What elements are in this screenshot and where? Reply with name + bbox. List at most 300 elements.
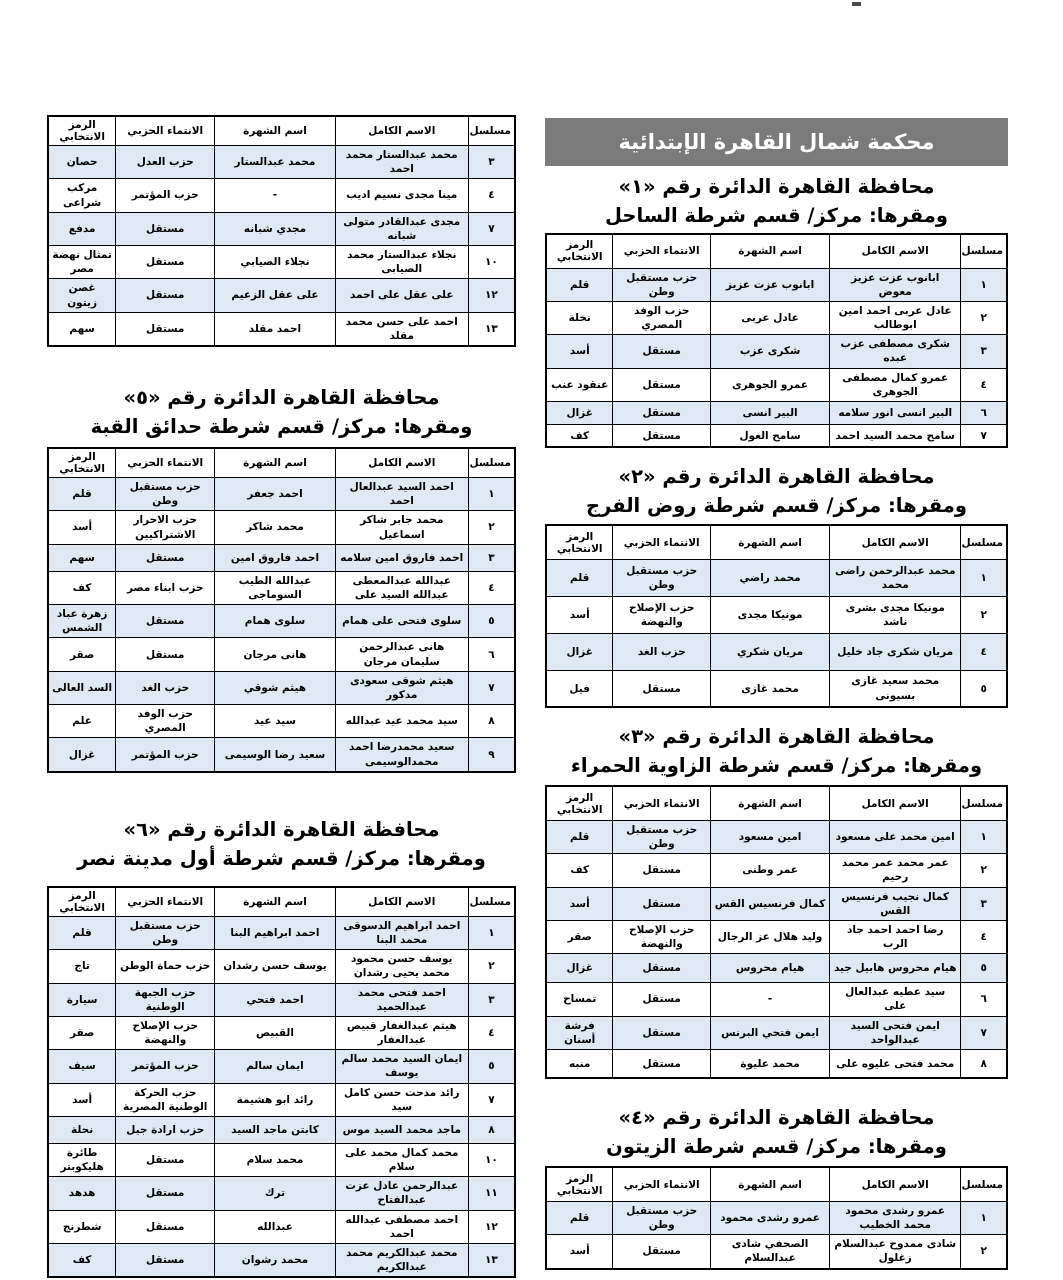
candidate-row	[48, 671, 515, 704]
district-4-title-line2: ومقرها: مركز/ قسم شرطة الزيتون	[606, 1135, 947, 1159]
known-name-cell: كمال فرنسيس القس	[711, 887, 830, 920]
known-name-cell: عمرو الجوهرى	[711, 368, 830, 401]
known-name-cell: ايمان سالم	[215, 1050, 335, 1083]
full-name-cell: البير انسى انور سلامه	[830, 401, 961, 424]
district-5-title	[47, 383, 516, 441]
symbol-cell: غزال	[546, 633, 613, 670]
symbol-cell: سهم	[48, 544, 116, 571]
serial-cell: ١٢	[468, 1210, 515, 1243]
column-header-serial: مسلسل	[961, 234, 1007, 268]
candidate-row	[48, 1083, 515, 1116]
known-name-cell: احمد فتحي	[215, 983, 335, 1016]
full-name-cell: عبدالرحمن عادل عزت عبدالفتاح	[335, 1177, 468, 1210]
known-name-cell: عمرو رشدى محمود	[711, 1201, 830, 1234]
column-header-known-name: اسم الشهرة	[215, 116, 335, 146]
court-header-banner: محكمة شمال القاهرة الإبتدائية	[545, 118, 1008, 166]
column-header-symbol: الرمز الانتخابي	[546, 1167, 613, 1201]
known-name-cell: محمد سلام	[215, 1143, 335, 1176]
full-name-cell: مينا مجدى نسيم اديب	[335, 179, 468, 212]
known-name-cell: محمد غازى	[711, 670, 830, 707]
symbol-cell: أسد	[546, 1235, 613, 1269]
party-cell: مستقل	[116, 279, 215, 312]
serial-cell: ٦	[468, 638, 515, 671]
serial-cell: ٧	[468, 212, 515, 245]
known-name-cell: احمد فاروق امين	[215, 544, 335, 571]
known-name-cell: احمد ابراهيم البنا	[215, 916, 335, 949]
header-row	[546, 1167, 1007, 1201]
column-header-party: الانتماء الحزبي	[613, 234, 711, 268]
candidate-row	[48, 246, 515, 279]
party-cell: مستقل	[613, 670, 711, 707]
known-name-cell: -	[711, 983, 830, 1016]
full-name-cell: امين محمد على مسعود	[830, 820, 961, 853]
district-4-table	[545, 1166, 1008, 1269]
full-name-cell: على عقل على احمد	[335, 279, 468, 312]
full-name-cell: ماجد محمد السيد موس	[335, 1116, 468, 1143]
symbol-cell: مركب شراعى	[48, 179, 116, 212]
party-cell: حزب الغد	[116, 671, 215, 704]
symbol-cell: قلم	[546, 1201, 613, 1234]
column-header-serial: مسلسل	[961, 1167, 1007, 1201]
symbol-cell: أسد	[546, 887, 613, 920]
party-cell: مستقل	[613, 401, 711, 424]
district-2-title-line2: ومقرها: مركز/ قسم شرطة روض الفرج	[586, 494, 967, 518]
party-cell: حزب الوفد المصري	[613, 301, 711, 334]
candidate-row	[48, 1177, 515, 1210]
serial-cell: ١٢	[468, 279, 515, 312]
known-name-cell: وليد هلال عز الرجال	[711, 920, 830, 953]
party-cell: حزب العدل	[116, 146, 215, 179]
party-cell: مستقل	[116, 1143, 215, 1176]
party-cell: مستقل	[116, 212, 215, 245]
serial-cell: ٥	[468, 1050, 515, 1083]
party-cell: حزب الإصلاح والنهضة	[116, 1016, 215, 1049]
symbol-cell: سيف	[48, 1050, 116, 1083]
column-header-full-name: الاسم الكامل	[335, 116, 468, 146]
header-row	[48, 116, 515, 146]
symbol-cell: شطرنج	[48, 1210, 116, 1243]
left-column	[47, 115, 516, 1278]
serial-cell: ٣	[468, 544, 515, 571]
known-name-cell: مريان شكري	[711, 633, 830, 670]
symbol-cell: قلم	[48, 478, 116, 511]
serial-cell: ٧	[468, 1083, 515, 1116]
district-6-table	[47, 886, 516, 1278]
serial-cell: ٥	[961, 670, 1007, 707]
candidate-row	[48, 1050, 515, 1083]
symbol-cell: طائرة هليكوبتر	[48, 1143, 116, 1176]
column-header-full-name: الاسم الكامل	[335, 448, 468, 478]
full-name-cell: سامح محمد السيد احمد	[830, 424, 961, 447]
full-name-cell: ابانوب عزت عزيز معوض	[830, 268, 961, 301]
district-3-table	[545, 785, 1008, 1079]
symbol-cell: قلم	[546, 268, 613, 301]
serial-cell: ١	[961, 1201, 1007, 1234]
symbol-cell: غزال	[546, 401, 613, 424]
candidate-row	[48, 571, 515, 604]
candidate-row	[546, 368, 1007, 401]
party-cell: حزب مستقبل وطن	[613, 268, 711, 301]
full-name-cell: احمد على حسن محمد مقلد	[335, 312, 468, 346]
known-name-cell: نجلاء الصيابي	[215, 246, 335, 279]
party-cell: مستقل	[116, 605, 215, 638]
full-name-cell: عبدالله عبدالمعطى عبدالله السيد على	[335, 571, 468, 604]
party-cell: حزب الغد	[613, 633, 711, 670]
known-name-cell: هيثم شوقي	[215, 671, 335, 704]
party-cell: حزب الإصلاح والنهضة	[613, 596, 711, 633]
party-cell: مستقل	[116, 1243, 215, 1277]
district-2-title-line1: محافظة القاهرة الدائرة رقم «٢»	[618, 465, 935, 489]
known-name-cell: -	[215, 179, 335, 212]
party-cell: حزب مستقبل وطن	[116, 478, 215, 511]
symbol-cell: حصان	[48, 146, 116, 179]
party-cell: حزب الاحرار الاشتراكيين	[116, 511, 215, 544]
full-name-cell: مريان شكرى جاد خليل	[830, 633, 961, 670]
serial-cell: ٢	[468, 950, 515, 983]
serial-cell: ٢	[961, 854, 1007, 887]
district-1-table	[545, 233, 1008, 448]
party-cell: مستقل	[116, 246, 215, 279]
serial-cell: ٨	[961, 1049, 1007, 1078]
candidate-row	[48, 279, 515, 312]
column-header-serial: مسلسل	[468, 116, 515, 146]
candidate-row	[546, 820, 1007, 853]
serial-cell: ٢	[468, 511, 515, 544]
known-name-cell: محمد رشوان	[215, 1243, 335, 1277]
candidate-row	[546, 268, 1007, 301]
serial-cell: ٥	[961, 954, 1007, 983]
district-3-title-line2: ومقرها: مركز/ قسم شرطة الزاوية الحمراء	[570, 754, 983, 778]
party-cell: حزب مستقبل وطن	[613, 820, 711, 853]
column-header-symbol: الرمز الانتخابي	[546, 525, 613, 559]
candidate-row	[546, 954, 1007, 983]
known-name-cell: محمد عبدالستار	[215, 146, 335, 179]
full-name-cell: عمرو رشدى محمود محمد الخطيب	[830, 1201, 961, 1234]
serial-cell: ٤	[468, 1016, 515, 1049]
serial-cell: ٧	[468, 671, 515, 704]
full-name-cell: هيثم عبدالغفار قبيص عبدالغفار	[335, 1016, 468, 1049]
candidate-row	[546, 1016, 1007, 1049]
candidate-row	[48, 212, 515, 245]
column-header-known-name: اسم الشهرة	[711, 1167, 830, 1201]
symbol-cell: هدهد	[48, 1177, 116, 1210]
column-header-symbol: الرمز الانتخابي	[48, 887, 116, 917]
symbol-cell: سهم	[48, 312, 116, 346]
full-name-cell: احمد فاروق امين سلامه	[335, 544, 468, 571]
candidate-row	[48, 605, 515, 638]
candidate-row	[546, 1049, 1007, 1078]
symbol-cell: قلم	[48, 916, 116, 949]
party-cell: مستقل	[613, 854, 711, 887]
symbol-cell: زهرة عباد الشمس	[48, 605, 116, 638]
column-header-known-name: اسم الشهرة	[215, 448, 335, 478]
party-cell: مستقل	[613, 424, 711, 447]
full-name-cell: احمد مصطفى عبدالله احمد	[335, 1210, 468, 1243]
full-name-cell: يوسف حسن محمود محمد يحيى رشدان	[335, 950, 468, 983]
column-header-symbol: الرمز الانتخابي	[48, 116, 116, 146]
party-cell: حزب الوفد المصري	[116, 705, 215, 738]
party-cell: مستقل	[613, 1049, 711, 1078]
symbol-cell: غصن زيتون	[48, 279, 116, 312]
full-name-cell: رائد مدحت حسن كامل سيد	[335, 1083, 468, 1116]
symbol-cell: مدفع	[48, 212, 116, 245]
known-name-cell: القبيص	[215, 1016, 335, 1049]
column-header-party: الانتماء الحزبي	[613, 1167, 711, 1201]
candidate-row	[48, 916, 515, 949]
candidate-row	[546, 633, 1007, 670]
full-name-cell: مجدى عبدالقادر متولى شبانه	[335, 212, 468, 245]
serial-cell: ١	[961, 268, 1007, 301]
party-cell: حزب المؤتمر	[116, 738, 215, 772]
column-header-party: الانتماء الحزبي	[613, 786, 711, 820]
full-name-cell: محمد عبدالستار محمد احمد	[335, 146, 468, 179]
serial-cell: ١١	[468, 1177, 515, 1210]
candidate-row	[546, 424, 1007, 447]
candidate-row	[546, 854, 1007, 887]
candidate-row	[546, 1235, 1007, 1269]
known-name-cell: ترك	[215, 1177, 335, 1210]
full-name-cell: نجلاء عبدالستار محمد الصيابى	[335, 246, 468, 279]
party-cell: مستقل	[613, 1235, 711, 1269]
known-name-cell: عبدالله الطيب السوماجى	[215, 571, 335, 604]
district-3-title	[545, 722, 1008, 780]
district-3-title-line1: محافظة القاهرة الدائرة رقم «٣»	[618, 725, 935, 749]
party-cell: حزب مستقبل وطن	[613, 1201, 711, 1234]
candidate-row	[48, 146, 515, 179]
full-name-cell: محمد كمال محمد على سلام	[335, 1143, 468, 1176]
full-name-cell: ايمان السيد محمد سالم يوسف	[335, 1050, 468, 1083]
known-name-cell: امين مسعود	[711, 820, 830, 853]
full-name-cell: عمر محمد عمر محمد رحيم	[830, 854, 961, 887]
party-cell: حزب الحركة الوطنية المصرية	[116, 1083, 215, 1116]
column-header-known-name: اسم الشهرة	[711, 786, 830, 820]
party-cell: مستقل	[116, 544, 215, 571]
header-row	[48, 448, 515, 478]
known-name-cell: عادل عربى	[711, 301, 830, 334]
full-name-cell: احمد السيد عبدالعال احمد	[335, 478, 468, 511]
symbol-cell: صقر	[546, 920, 613, 953]
candidate-row	[48, 1143, 515, 1176]
column-header-serial: مسلسل	[961, 786, 1007, 820]
symbol-cell: السد العالى	[48, 671, 116, 704]
symbol-cell: منبه	[546, 1049, 613, 1078]
serial-cell: ١	[961, 820, 1007, 853]
serial-cell: ١	[468, 478, 515, 511]
serial-cell: ٤	[961, 368, 1007, 401]
column-header-party: الانتماء الحزبي	[613, 525, 711, 559]
district-6-title	[47, 815, 516, 873]
candidate-row	[546, 670, 1007, 707]
column-header-full-name: الاسم الكامل	[830, 525, 961, 559]
header-row	[48, 887, 515, 917]
symbol-cell: قلم	[546, 820, 613, 853]
serial-cell: ٢	[961, 301, 1007, 334]
column-header-party: الانتماء الحزبي	[116, 116, 215, 146]
candidate-row	[546, 401, 1007, 424]
party-cell: مستقل	[613, 335, 711, 368]
known-name-cell: عمر وطنى	[711, 854, 830, 887]
full-name-cell: سلوى فتحى على همام	[335, 605, 468, 638]
column-header-serial: مسلسل	[961, 525, 1007, 559]
symbol-cell: غزال	[48, 738, 116, 772]
known-name-cell: احمد جعفر	[215, 478, 335, 511]
full-name-cell: محمد عبدالكريم محمد عبدالكريم	[335, 1243, 468, 1277]
party-cell: مستقل	[613, 954, 711, 983]
serial-cell: ١٠	[468, 246, 515, 279]
symbol-cell: فرشة أسنان	[546, 1016, 613, 1049]
district-5-title-line1: محافظة القاهرة الدائرة رقم «٥»	[123, 386, 440, 410]
district-6-title-line1: محافظة القاهرة الدائرة رقم «٦»	[123, 817, 440, 841]
full-name-cell: هيثم شوقى سعودى مدكور	[335, 671, 468, 704]
full-name-cell: مونيكا مجدى بشرى ناشد	[830, 596, 961, 633]
full-name-cell: محمد جابر شاكر اسماعيل	[335, 511, 468, 544]
known-name-cell: سعيد رضا الوسيمى	[215, 738, 335, 772]
district-6-title-line2: ومقرها: مركز/ قسم شرطة أول مدينة نصر	[77, 846, 486, 870]
candidate-row	[546, 559, 1007, 596]
known-name-cell: محمد عليوة	[711, 1049, 830, 1078]
serial-cell: ٢	[961, 1235, 1007, 1269]
symbol-cell: نخلة	[546, 301, 613, 334]
column-header-symbol: الرمز الانتخابي	[546, 234, 613, 268]
district-5-title-line2: ومقرها: مركز/ قسم شرطة حدائق القبة	[90, 415, 473, 439]
known-name-cell: محمد شاكر	[215, 511, 335, 544]
candidate-row	[48, 983, 515, 1016]
header-row	[546, 786, 1007, 820]
party-cell: حزب الإصلاح والنهضة	[613, 920, 711, 953]
known-name-cell: شكرى عزب	[711, 335, 830, 368]
known-name-cell: كابتن ماجد السيد	[215, 1116, 335, 1143]
known-name-cell: على عقل الزعيم	[215, 279, 335, 312]
candidate-row	[48, 950, 515, 983]
serial-cell: ٤	[961, 920, 1007, 953]
known-name-cell: ايمن فتحي البرنس	[711, 1016, 830, 1049]
column-header-full-name: الاسم الكامل	[830, 1167, 961, 1201]
symbol-cell: تمثال نهضة مصر	[48, 246, 116, 279]
full-name-cell: هيام محروس هابيل جيد	[830, 954, 961, 983]
column-header-full-name: الاسم الكامل	[830, 234, 961, 268]
party-cell: مستقل	[116, 1210, 215, 1243]
column-header-known-name: اسم الشهرة	[711, 234, 830, 268]
candidate-row	[546, 335, 1007, 368]
serial-cell: ٣	[468, 146, 515, 179]
full-name-cell: سيد عطيه عبدالعال على	[830, 983, 961, 1016]
candidate-row	[546, 1201, 1007, 1234]
known-name-cell: الصحفي شادى عبدالسلام	[711, 1235, 830, 1269]
candidate-row	[48, 638, 515, 671]
candidate-row	[48, 1243, 515, 1277]
full-name-cell: محمد عبدالرحمن راضى محمد	[830, 559, 961, 596]
known-name-cell: البير انسى	[711, 401, 830, 424]
party-cell: مستقل	[613, 368, 711, 401]
symbol-cell: صقر	[48, 1016, 116, 1049]
full-name-cell: شادى ممدوح عبدالسلام زغلول	[830, 1235, 961, 1269]
candidate-row	[48, 1210, 515, 1243]
serial-cell: ١٣	[468, 1243, 515, 1277]
full-name-cell: رضا احمد احمد جاد الرب	[830, 920, 961, 953]
candidate-row	[546, 301, 1007, 334]
party-cell: مستقل	[116, 638, 215, 671]
column-header-known-name: اسم الشهرة	[215, 887, 335, 917]
serial-cell: ٨	[468, 705, 515, 738]
symbol-cell: أسد	[48, 1083, 116, 1116]
party-cell: مستقل	[116, 312, 215, 346]
district-1-title-line1: محافظة القاهرة الدائرة رقم «١»	[618, 175, 935, 198]
full-name-cell: ايمن فتحى السيد عبدالواحد	[830, 1016, 961, 1049]
party-cell: حزب مستقبل وطن	[613, 559, 711, 596]
symbol-cell: كف	[546, 424, 613, 447]
symbol-cell: صقر	[48, 638, 116, 671]
header-row	[546, 234, 1007, 268]
candidate-row	[48, 1116, 515, 1143]
district-1-title	[545, 172, 1008, 230]
party-cell: حزب ارادة جيل	[116, 1116, 215, 1143]
symbol-cell: فيل	[546, 670, 613, 707]
party-cell: مستقل	[116, 1177, 215, 1210]
symbol-cell: كف	[48, 571, 116, 604]
known-name-cell: سيد عيد	[215, 705, 335, 738]
column-header-full-name: الاسم الكامل	[335, 887, 468, 917]
candidate-row	[546, 920, 1007, 953]
symbol-cell: أسد	[546, 596, 613, 633]
serial-cell: ٣	[961, 887, 1007, 920]
district-4-title-line1: محافظة القاهرة الدائرة رقم «٤»	[618, 1106, 935, 1130]
serial-cell: ١	[468, 916, 515, 949]
district-2-title	[545, 462, 1008, 520]
district-4-title	[545, 1103, 1008, 1161]
symbol-cell: عنقود عنب	[546, 368, 613, 401]
header-row	[546, 525, 1007, 559]
serial-cell: ٧	[961, 1016, 1007, 1049]
serial-cell: ٣	[468, 983, 515, 1016]
candidate-row	[48, 738, 515, 772]
full-name-cell: سعيد محمدرضا احمد محمدالوسيمى	[335, 738, 468, 772]
known-name-cell: سلوى همام	[215, 605, 335, 638]
continuation-table	[47, 115, 516, 347]
party-cell: حزب المؤتمر	[116, 179, 215, 212]
candidate-row	[546, 596, 1007, 633]
column-header-symbol: الرمز الانتخابي	[48, 448, 116, 478]
serial-cell: ١٠	[468, 1143, 515, 1176]
serial-cell: ٤	[468, 571, 515, 604]
symbol-cell: تمساح	[546, 983, 613, 1016]
candidate-row	[48, 312, 515, 346]
party-cell: مستقل	[613, 1016, 711, 1049]
party-cell: حزب ابناء مصر	[116, 571, 215, 604]
full-name-cell: محمد فتحى عليوه على	[830, 1049, 961, 1078]
party-cell: حزب مستقبل وطن	[116, 916, 215, 949]
candidate-row	[48, 478, 515, 511]
known-name-cell: هيام محروس	[711, 954, 830, 983]
known-name-cell: عبدالله	[215, 1210, 335, 1243]
symbol-cell: قلم	[546, 559, 613, 596]
party-cell: حزب الجبهة الوطنية	[116, 983, 215, 1016]
known-name-cell: يوسف حسن رشدان	[215, 950, 335, 983]
party-cell: مستقل	[613, 887, 711, 920]
full-name-cell: عادل عربى احمد امين ابوطالب	[830, 301, 961, 334]
known-name-cell: احمد مقلد	[215, 312, 335, 346]
symbol-cell: أسد	[48, 511, 116, 544]
known-name-cell: مونيكا مجدى	[711, 596, 830, 633]
district-5-table	[47, 447, 516, 773]
column-header-symbol: الرمز الانتخابي	[546, 786, 613, 820]
known-name-cell: سامح الغول	[711, 424, 830, 447]
candidate-row	[546, 983, 1007, 1016]
candidate-row	[48, 705, 515, 738]
candidate-row	[48, 511, 515, 544]
candidate-row	[48, 544, 515, 571]
full-name-cell: سيد محمد عيد عبدالله	[335, 705, 468, 738]
party-cell: مستقل	[613, 983, 711, 1016]
